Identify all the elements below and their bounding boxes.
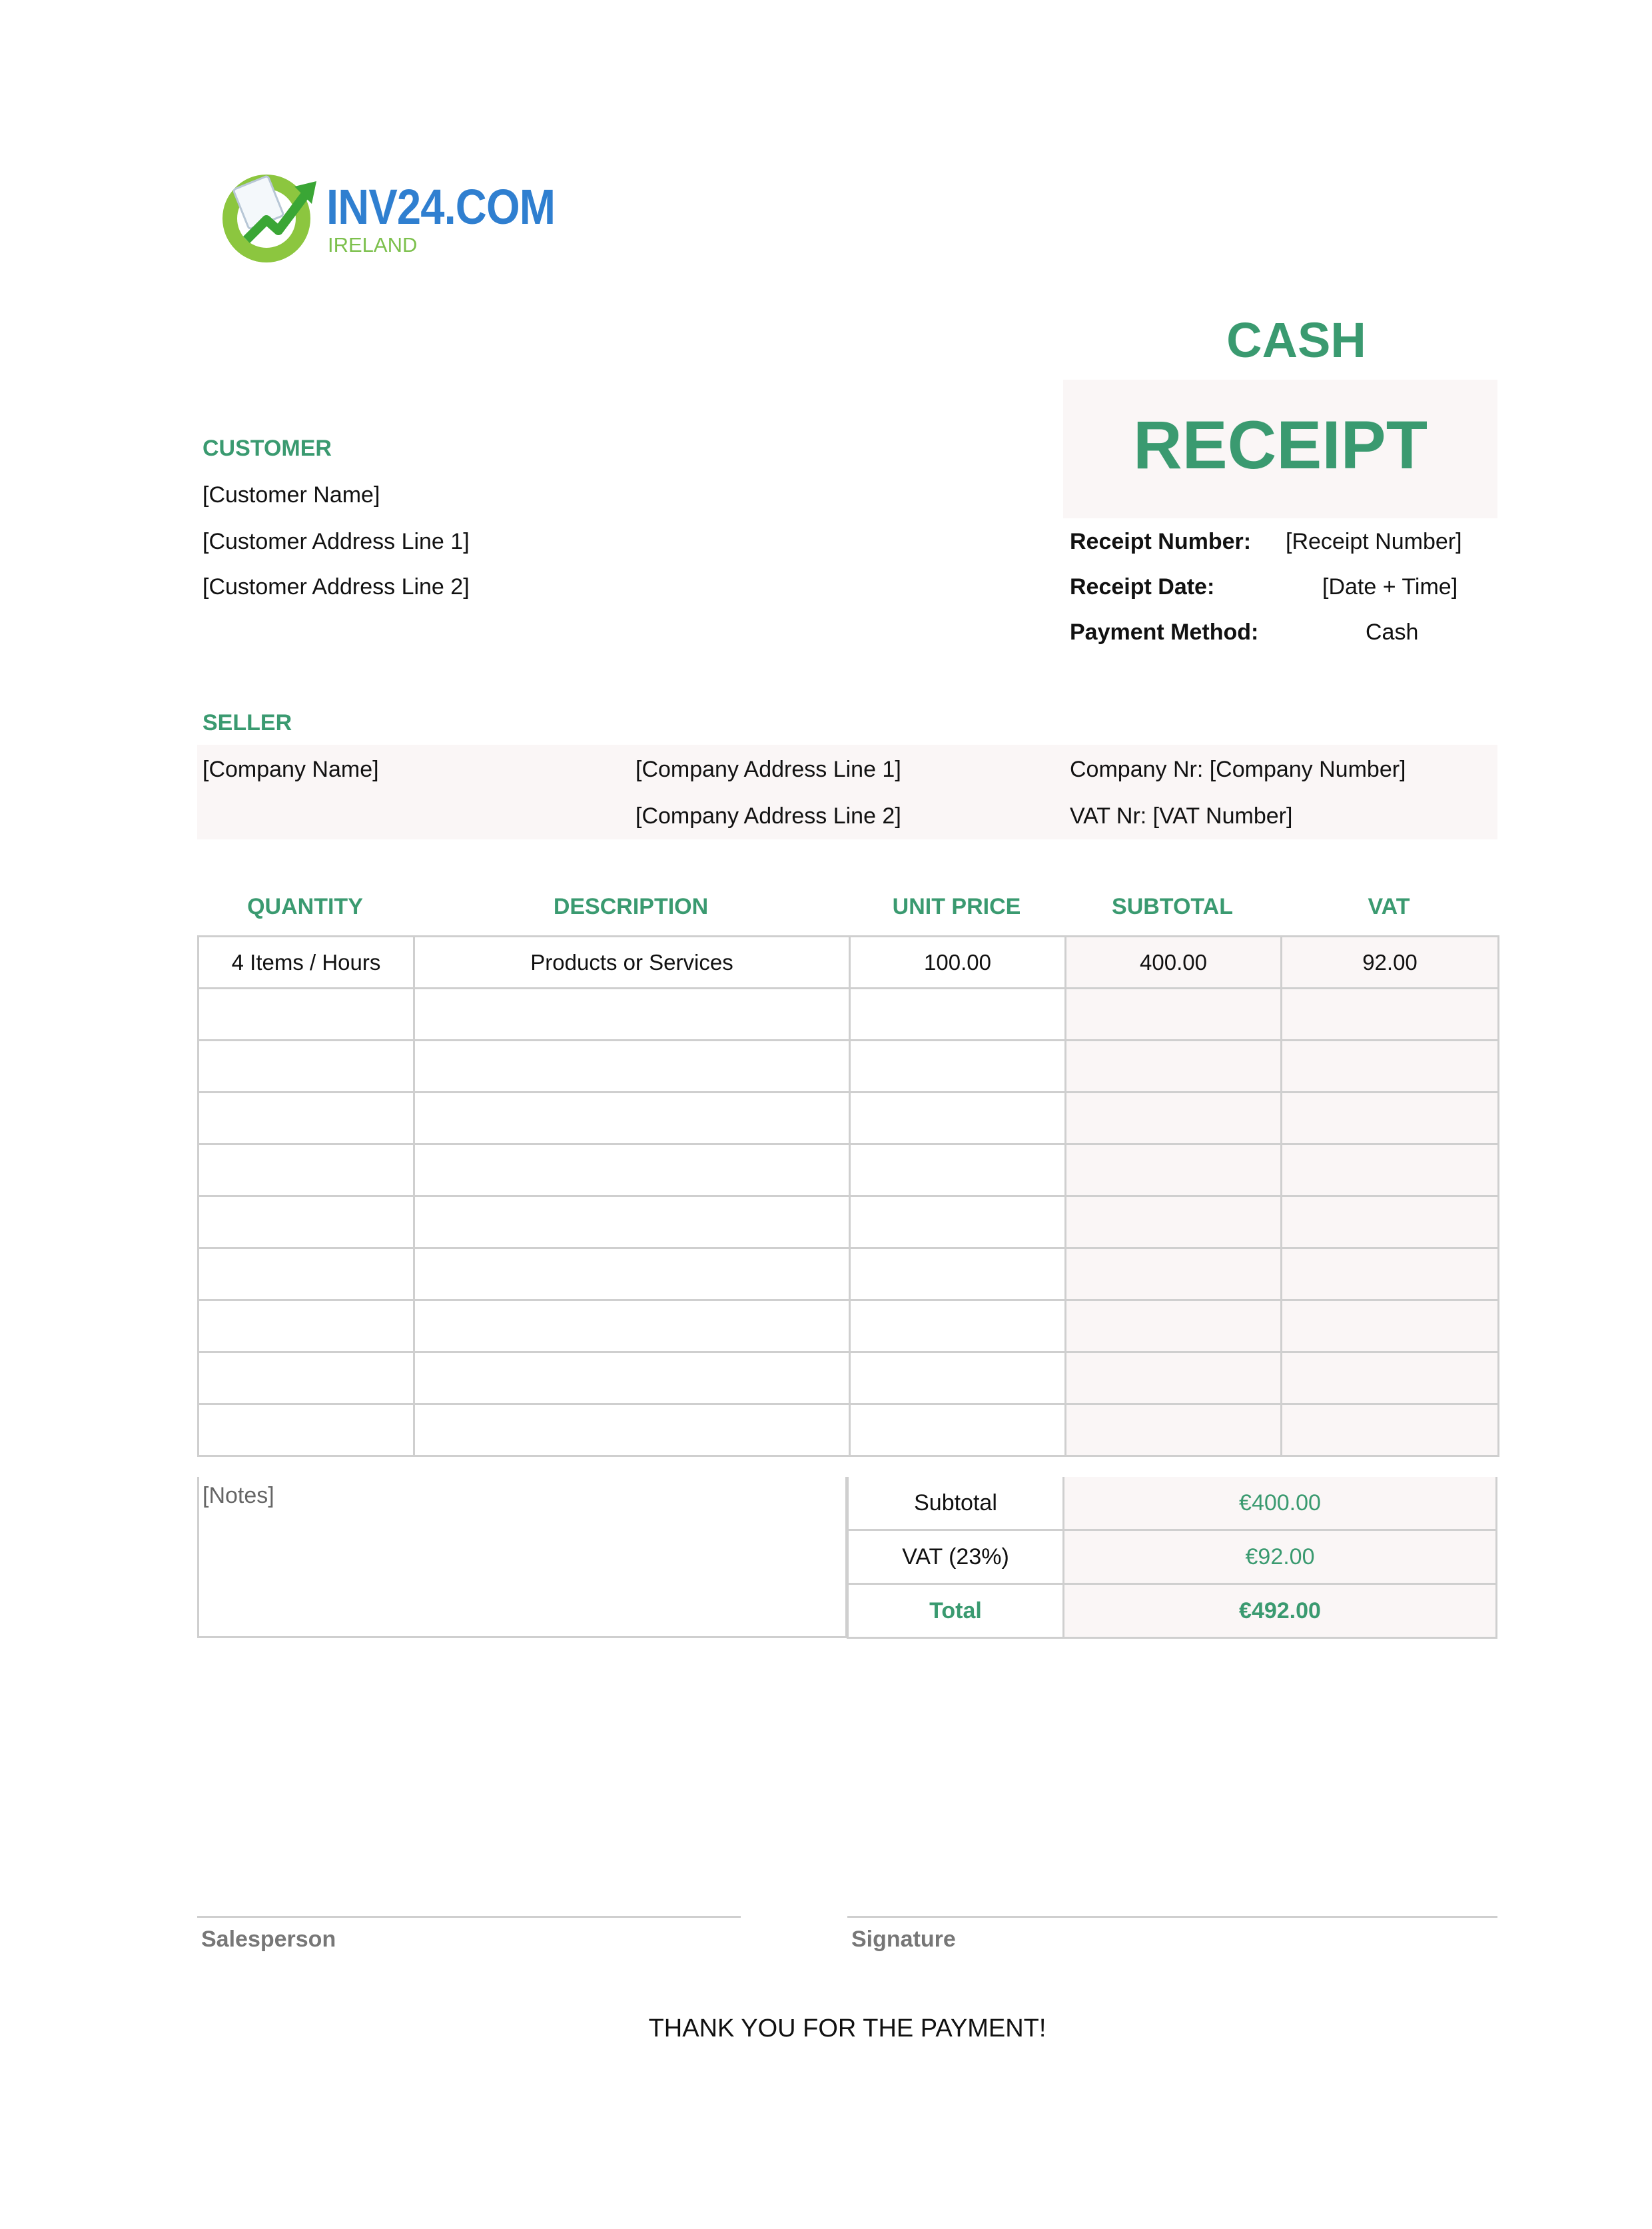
cell-subtotal: 400.00 [1066,937,1282,989]
table-cell [199,989,414,1041]
table-cell [1282,1196,1499,1248]
table-cell [1282,1404,1499,1456]
table-row [199,989,1499,1041]
table-cell [1282,1300,1499,1352]
title-receipt: RECEIPT [1132,407,1428,483]
table-cell [1066,1093,1282,1144]
column-header-description: DESCRIPTION [553,894,709,919]
seller-company-number: Company Nr: [Company Number] [1070,757,1406,782]
table-row [199,1041,1499,1093]
title-cash: CASH [1226,312,1366,368]
table-row [199,1300,1499,1352]
column-header-quantity: QUANTITY [247,894,363,919]
table-cell [1066,1352,1282,1404]
table-cell [1066,1248,1282,1300]
table-cell [1066,1404,1282,1456]
logo-brand-text: INV24.COM [326,179,556,234]
table-row [199,1404,1499,1456]
total-value: €492.00 [1062,1585,1497,1639]
table-cell [1066,1196,1282,1248]
cell-quantity: 4 Items / Hours [199,937,414,989]
table-row [199,1352,1499,1404]
payment-method-value: Cash [1366,620,1419,645]
table-cell [1066,1300,1282,1352]
logo-graphic-icon [220,167,326,266]
seller-vat-number: VAT Nr: [VAT Number] [1070,803,1293,829]
table-cell [850,1041,1066,1093]
table-cell [1282,1248,1499,1300]
table-cell [850,1196,1066,1248]
cell-description: Products or Services [414,937,850,989]
payment-method-label: Payment Method: [1070,620,1259,645]
customer-name: [Customer Name] [203,482,380,508]
receipt-date-value: [Date + Time] [1322,574,1458,600]
subtotal-value: €400.00 [1062,1477,1497,1531]
table-cell [850,1404,1066,1456]
table-cell [1282,1093,1499,1144]
table-row [199,1144,1499,1196]
seller-heading: SELLER [203,710,292,735]
receipt-number-label: Receipt Number: [1070,529,1252,554]
table-cell [199,1093,414,1144]
receipt-date-label: Receipt Date: [1070,574,1215,600]
table-cell [850,1093,1066,1144]
seller-address-line2: [Company Address Line 2] [635,803,901,829]
table-row [199,937,1499,989]
table-cell [414,989,850,1041]
table-row [199,1248,1499,1300]
signature-label: Signature [851,1927,956,1952]
thank-you-message: THANK YOU FOR THE PAYMENT! [648,2014,1046,2042]
table-cell [199,1300,414,1352]
table-cell [199,1248,414,1300]
seller-address-line1: [Company Address Line 1] [635,757,901,782]
table-cell [414,1404,850,1456]
items-table [197,935,1499,1457]
signature-line [847,1916,1497,1918]
table-cell [414,1196,850,1248]
table-cell [199,1041,414,1093]
table-cell [1066,1144,1282,1196]
table-row [199,1196,1499,1248]
total-label: Total [847,1585,1064,1639]
table-cell [850,1300,1066,1352]
cell-vat: 92.00 [1282,937,1499,989]
receipt-number-value: [Receipt Number] [1286,529,1462,554]
notes-box [197,1477,847,1638]
table-cell [1282,989,1499,1041]
table-cell [850,989,1066,1041]
table-cell [414,1300,850,1352]
table-cell [1282,1041,1499,1093]
table-cell [414,1352,850,1404]
notes-text: [Notes] [203,1483,274,1508]
table-cell [850,1144,1066,1196]
customer-address-line1: [Customer Address Line 1] [203,529,470,554]
logo-region-text: IRELAND [328,233,418,256]
table-cell [199,1196,414,1248]
salesperson-line [197,1916,741,1918]
table-cell [414,1248,850,1300]
table-cell [414,1144,850,1196]
table-cell [414,1041,850,1093]
salesperson-label: Salesperson [201,1927,336,1952]
table-cell [1066,989,1282,1041]
table-cell [1282,1144,1499,1196]
vat-value: €92.00 [1062,1531,1497,1585]
table-cell [199,1352,414,1404]
subtotal-label: Subtotal [847,1477,1064,1531]
column-header-subtotal: SUBTOTAL [1112,894,1233,919]
seller-company-name: [Company Name] [203,757,379,782]
table-cell [850,1248,1066,1300]
table-cell [414,1093,850,1144]
vat-label: VAT (23%) [847,1531,1064,1585]
table-cell [850,1352,1066,1404]
customer-address-line2: [Customer Address Line 2] [203,574,470,600]
table-cell [1282,1352,1499,1404]
column-header-unit-price: UNIT PRICE [892,894,1021,919]
cell-unit-price: 100.00 [850,937,1066,989]
table-row [199,1093,1499,1144]
table-cell [1066,1041,1282,1093]
table-cell [199,1404,414,1456]
customer-heading: CUSTOMER [203,436,332,461]
company-logo [220,167,326,266]
column-header-vat: VAT [1368,894,1410,919]
table-cell [199,1144,414,1196]
